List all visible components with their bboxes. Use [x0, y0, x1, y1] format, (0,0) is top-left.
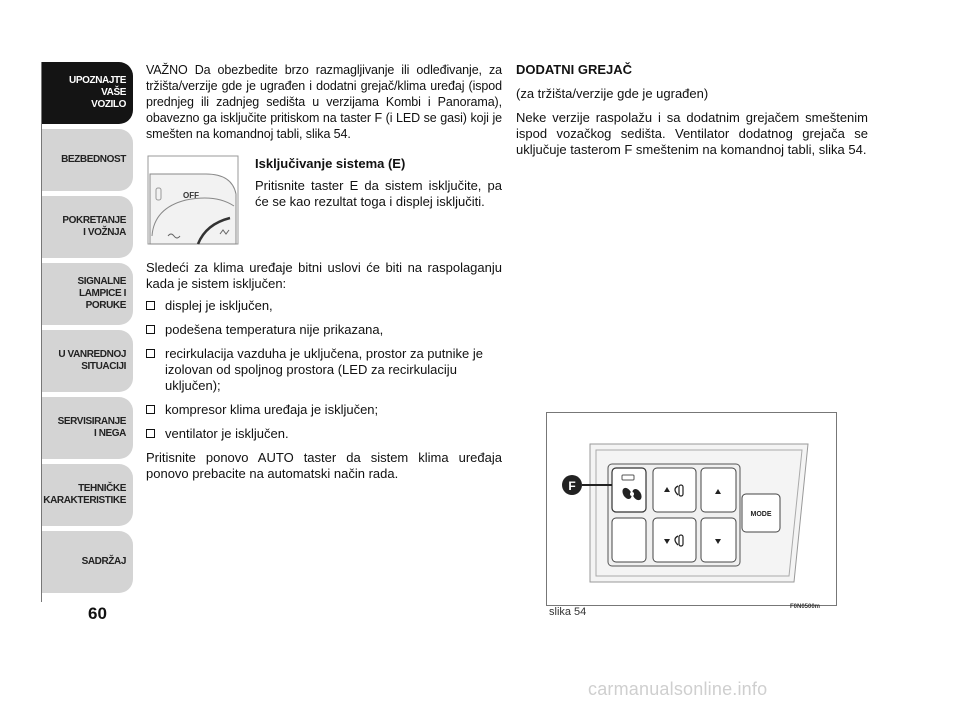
list-item-text: podešena temperatura nije prikazana, [165, 322, 384, 337]
right-column [516, 62, 868, 166]
list-item-text: kompresor klima uređaja je isključen; [165, 402, 379, 417]
list-item-text: displej je isključen, [165, 298, 273, 313]
off-button-illustration [146, 154, 240, 246]
tab-tehnicke-karakteristike[interactable]: TEHNIČKE KARAKTERISTIKE [42, 464, 133, 526]
system-off-text [255, 154, 502, 246]
checkbox-bullet-icon [146, 405, 155, 414]
tab-signalne-lampice[interactable]: SIGNALNE LAMPICE I PORUKE [42, 263, 133, 325]
control-panel-figure [546, 412, 837, 606]
conditions-intro: Sledeći za klima uređaje bitni uslovi će biti na raspolaganju kada je sistem isključen: [146, 260, 502, 291]
closing-paragraph: Pritisnite ponovo AUTO taster da sistem klima uređaja ponovo prebacite na automatski način rada. [146, 450, 502, 481]
tab-upoznajte-vase-vozilo[interactable]: UPOZNAJTE VAŠE VOZILO [42, 62, 133, 124]
watermark: carmanualsonline.info [588, 679, 768, 699]
checkbox-bullet-icon [146, 429, 155, 438]
tab-servisiranje-i-nega[interactable]: SERVISIRANJE I NEGA [42, 397, 133, 459]
off-label: OFF [183, 191, 199, 200]
section-body: Neke verzije raspolažu i sa dodatnim grejačem smeštenim ispod vozačkog sedišta. Ventilator dodatnog grejača se uključuje tasterom F smeštenim na komandnoj tabli, slika 54. [516, 110, 868, 157]
checkbox-bullet-icon [146, 349, 155, 358]
tab-bezbednost[interactable]: BEZBEDNOST [42, 129, 133, 191]
subheading-system-off: Isključivanje sistema (E) [255, 156, 406, 171]
tab-pokretanje-i-voznja[interactable]: POKRETANJE I VOŽNJA [42, 196, 133, 258]
figure-caption: slika 54 [549, 606, 587, 618]
checkbox-bullet-icon [146, 301, 155, 310]
callout-letter: F [568, 479, 576, 493]
important-note: VAŽNO Da obezbedite brzo razmagljivanje ili odleđivanje, za tržišta/verzije gde je ugrađen i dodatni grejač/klima uređaj (ispod prednjeg ili zadnjeg sedišta u verzijama Kombi i Panorama), obavezno ga isključite pritiskom na taster F (i LED se gasi) koji je smešten na komandnoj tabli, slika 54. [146, 63, 502, 141]
section-subtitle: (za tržišta/verzije gde je ugrađen) [516, 86, 709, 101]
blank-button[interactable] [612, 518, 646, 562]
section-heading: DODATNI GREJAČ [516, 62, 633, 77]
page-number: 60 [88, 604, 107, 623]
tab-u-vanrednoj-situaciji[interactable]: U VANREDNOJ SITUACIJI [42, 330, 133, 392]
tab-sadrzaj[interactable]: SADRŽAJ [42, 531, 133, 593]
checkbox-bullet-icon [146, 325, 155, 334]
list-item [146, 402, 502, 418]
list-item [146, 346, 502, 394]
system-off-instructions: Pritisnite taster E da sistem isključite, pa će se kao rezultat toga i displej isključiti. [255, 178, 502, 209]
list-item [146, 426, 502, 442]
mode-label: MODE [750, 511, 772, 518]
list-item-text: ventilator je isključen. [165, 426, 289, 441]
list-item [146, 322, 502, 338]
list-item-text: recirkulacija vazduha je uključena, prostor za putnike je izolovan od spoljnog prostora (LED za recirkulaciju uključen); [165, 346, 483, 393]
figure-code: F0N0500m [790, 604, 821, 610]
system-off-block [146, 154, 502, 246]
conditions-list [146, 298, 502, 442]
left-column [146, 62, 502, 482]
list-item [146, 298, 502, 314]
